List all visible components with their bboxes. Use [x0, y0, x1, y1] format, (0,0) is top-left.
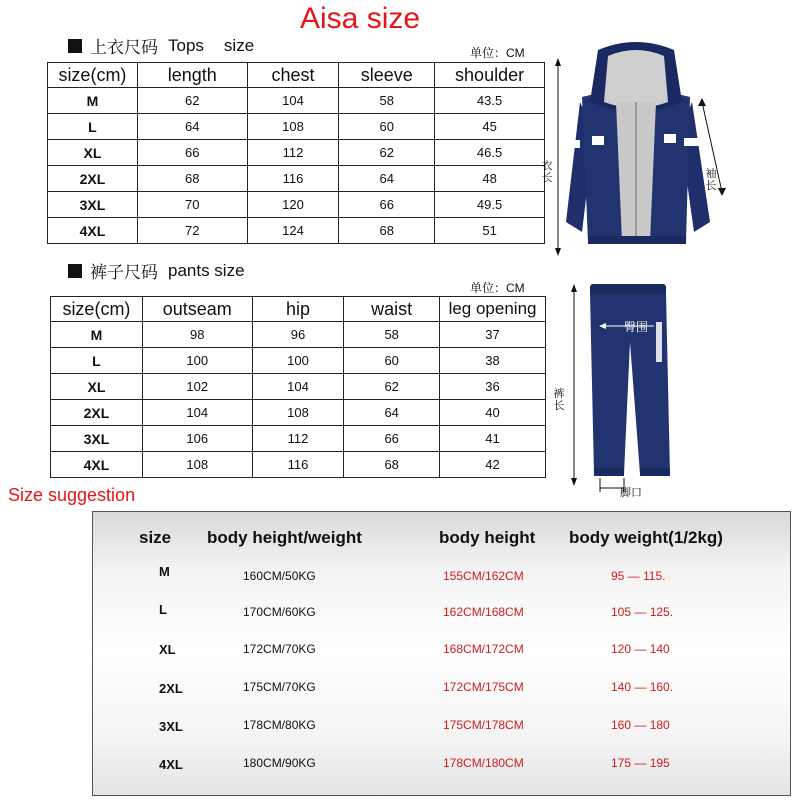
suggest-header-height: body height — [439, 528, 536, 547]
tops-unit: 单位：CM — [470, 46, 525, 60]
outseam-cell: 102 — [142, 374, 252, 400]
sleeve-cell: 66 — [339, 192, 435, 218]
hip-cell: 96 — [252, 322, 344, 348]
size-cell: M — [48, 88, 138, 114]
size-cell: 2XL — [51, 400, 143, 426]
tops-length-label: 衣长 — [541, 160, 553, 184]
pants-header-size: size(cm) — [51, 297, 143, 322]
heading-square-icon — [68, 39, 82, 53]
suggest-height: 172CM/175CM — [443, 680, 524, 694]
leg-opening-cell: 36 — [440, 374, 546, 400]
tops-header-sleeve: sleeve — [339, 63, 435, 88]
tops-table — [47, 62, 545, 244]
table-row — [51, 322, 546, 348]
table-row — [48, 218, 545, 244]
outseam-cell: 108 — [142, 452, 252, 478]
waist-cell: 68 — [344, 452, 440, 478]
table-row — [48, 88, 545, 114]
pants-unit: 单位：CM — [470, 281, 525, 295]
sleeve-cell: 64 — [339, 166, 435, 192]
size-suggestion-title: Size suggestion — [8, 485, 136, 505]
suggest-size: L — [159, 602, 167, 617]
waist-cell: 66 — [344, 426, 440, 452]
suggest-height-weight: 175CM/70KG — [243, 680, 316, 694]
sleeve-cell: 58 — [339, 88, 435, 114]
length-cell: 64 — [137, 114, 247, 140]
suggest-weight: 120 — 140 — [611, 642, 670, 656]
pants-opening-label: 脚口 — [620, 487, 642, 499]
table-row — [51, 452, 546, 478]
outseam-cell: 98 — [142, 322, 252, 348]
hoodie-illustration — [552, 42, 730, 256]
leg-opening-cell: 42 — [440, 452, 546, 478]
tops-header-chest: chest — [247, 63, 339, 88]
table-row — [51, 348, 546, 374]
leg-opening-cell: 40 — [440, 400, 546, 426]
chest-cell: 108 — [247, 114, 339, 140]
table-row — [51, 400, 546, 426]
shoulder-cell: 49.5 — [435, 192, 545, 218]
pants-heading-cn: 裤子尺码 — [90, 263, 158, 282]
size-cell: L — [51, 348, 143, 374]
suggest-weight: 95 — 115. — [611, 569, 666, 583]
shoulder-cell: 51 — [435, 218, 545, 244]
outseam-cell: 104 — [142, 400, 252, 426]
size-cell: XL — [48, 140, 138, 166]
suggest-weight: 105 — 125. — [611, 605, 674, 619]
size-cell: 3XL — [48, 192, 138, 218]
suggest-height-weight: 160CM/50KG — [243, 569, 316, 583]
waist-cell: 60 — [344, 348, 440, 374]
tops-heading-cn: 上衣尺码 — [90, 38, 158, 57]
length-cell: 72 — [137, 218, 247, 244]
waist-cell: 62 — [344, 374, 440, 400]
hip-cell: 108 — [252, 400, 344, 426]
size-cell: 4XL — [48, 218, 138, 244]
pants-hip-label: 臀围 — [624, 320, 649, 334]
pants-header-hip: hip — [252, 297, 344, 322]
chest-cell: 124 — [247, 218, 339, 244]
tops-heading-suffix: size — [223, 35, 255, 55]
suggest-weight: 175 — 195 — [611, 756, 670, 770]
sleeve-cell: 60 — [339, 114, 435, 140]
tops-header-length: length — [137, 63, 247, 88]
suggest-height: 162CM/168CM — [443, 605, 524, 619]
pants-heading — [68, 258, 245, 283]
size-cell: M — [51, 322, 143, 348]
suggest-height: 155CM/162CM — [443, 569, 524, 583]
pants-header-row — [51, 297, 546, 322]
tops-heading-en: Tops — [168, 35, 204, 55]
length-cell: 66 — [137, 140, 247, 166]
sleeve-cell: 68 — [339, 218, 435, 244]
suggest-height: 168CM/172CM — [443, 642, 524, 656]
tops-header-row — [48, 63, 545, 88]
page-title: Aisa size — [300, 2, 421, 35]
tops-header-size: size(cm) — [48, 63, 138, 88]
suggest-height-weight: 178CM/80KG — [243, 718, 316, 732]
suggest-header-weight: body weight(1/2kg) — [569, 528, 723, 547]
suggest-header-size: size — [139, 528, 172, 547]
length-cell: 70 — [137, 192, 247, 218]
shoulder-cell: 43.5 — [435, 88, 545, 114]
pants-header-waist: waist — [344, 297, 440, 322]
table-row — [48, 166, 545, 192]
pants-heading-en: pants size — [168, 260, 245, 280]
chest-cell: 116 — [247, 166, 339, 192]
pants-length-label: 裤长 — [553, 388, 565, 412]
hip-cell: 100 — [252, 348, 344, 374]
suggest-weight: 140 — 160. — [611, 680, 674, 694]
suggest-height-weight: 170CM/60KG — [243, 605, 316, 619]
suggest-size: 4XL — [159, 757, 183, 772]
pants-header-outseam: outseam — [142, 297, 252, 322]
shoulder-cell: 48 — [435, 166, 545, 192]
chest-cell: 120 — [247, 192, 339, 218]
leg-opening-cell: 38 — [440, 348, 546, 374]
pants-header-leg-opening: leg opening — [440, 297, 546, 322]
suggest-height: 178CM/180CM — [443, 756, 524, 770]
tops-header-shoulder: shoulder — [435, 63, 545, 88]
chest-cell: 112 — [247, 140, 339, 166]
size-cell: 4XL — [51, 452, 143, 478]
pants-table — [50, 296, 546, 478]
shoulder-cell: 46.5 — [435, 140, 545, 166]
shoulder-cell: 45 — [435, 114, 545, 140]
heading-square-icon — [68, 264, 82, 278]
suggest-size: XL — [159, 642, 176, 657]
size-cell: 3XL — [51, 426, 143, 452]
table-row — [48, 114, 545, 140]
pants-illustration — [568, 282, 678, 496]
suggest-header-height-weight: body height/weight — [207, 528, 362, 547]
size-cell: XL — [51, 374, 143, 400]
hip-cell: 116 — [252, 452, 344, 478]
size-cell: L — [48, 114, 138, 140]
table-row — [51, 426, 546, 452]
waist-cell: 58 — [344, 322, 440, 348]
chest-cell: 104 — [247, 88, 339, 114]
length-cell: 68 — [137, 166, 247, 192]
suggest-height: 175CM/178CM — [443, 718, 524, 732]
outseam-cell: 100 — [142, 348, 252, 374]
tops-sleeve-label: 袖长 — [705, 168, 717, 192]
outseam-cell: 106 — [142, 426, 252, 452]
suggest-weight: 160 — 180 — [611, 718, 670, 732]
length-cell: 62 — [137, 88, 247, 114]
suggest-size: 2XL — [159, 681, 183, 696]
size-cell: 2XL — [48, 166, 138, 192]
suggest-size: M — [159, 564, 170, 579]
leg-opening-cell: 41 — [440, 426, 546, 452]
waist-cell: 64 — [344, 400, 440, 426]
size-suggestion-panel — [92, 511, 791, 796]
suggest-height-weight: 172CM/70KG — [243, 642, 316, 656]
tops-heading — [68, 33, 254, 58]
leg-opening-cell: 37 — [440, 322, 546, 348]
suggest-size: 3XL — [159, 719, 183, 734]
suggest-height-weight: 180CM/90KG — [243, 756, 316, 770]
sleeve-cell: 62 — [339, 140, 435, 166]
table-row — [48, 192, 545, 218]
table-row — [48, 140, 545, 166]
table-row — [51, 374, 546, 400]
hip-cell: 104 — [252, 374, 344, 400]
hip-cell: 112 — [252, 426, 344, 452]
